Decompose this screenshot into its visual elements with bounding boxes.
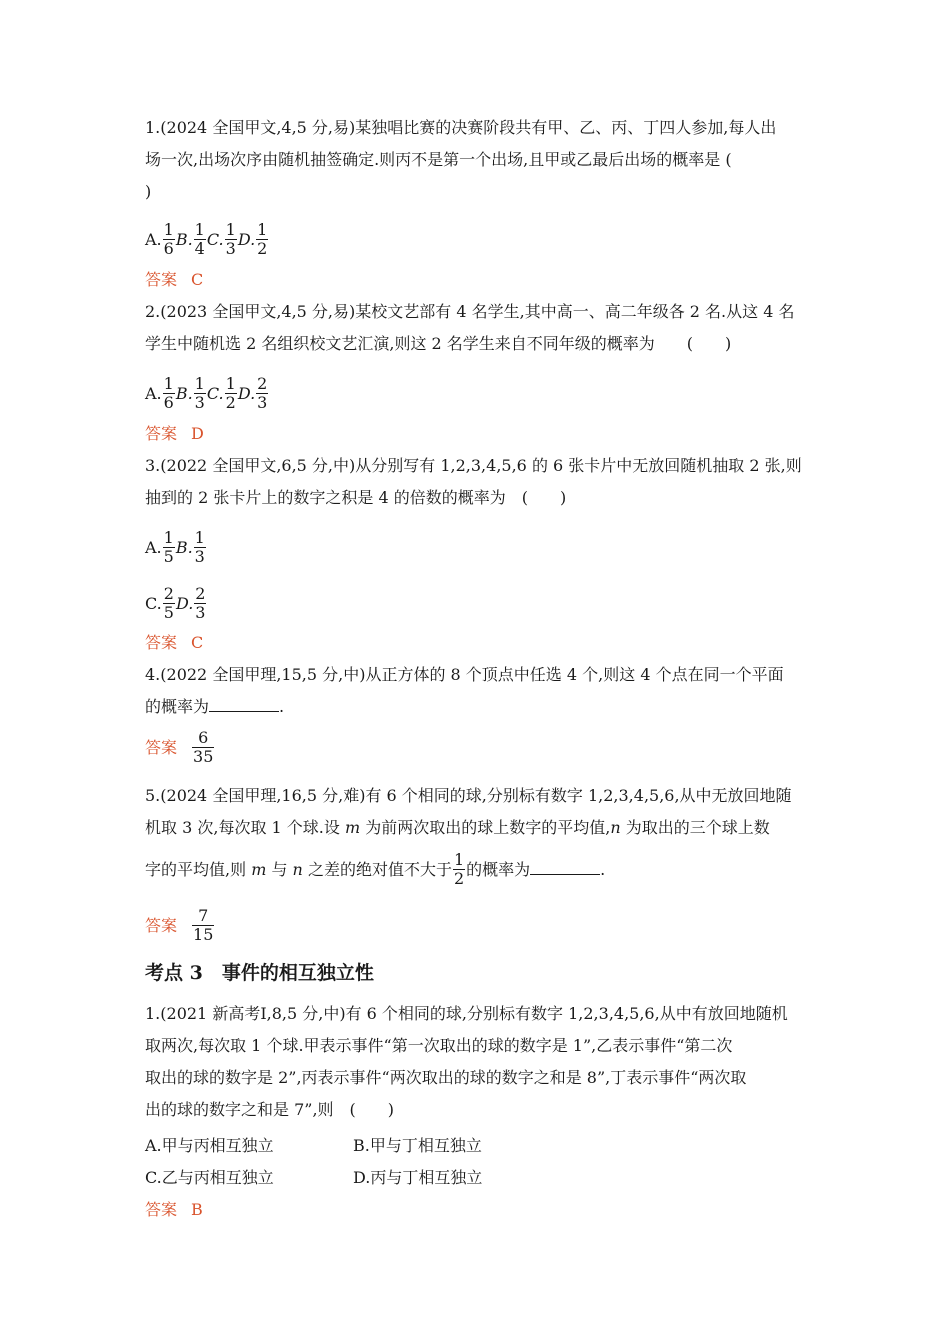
answer-label: 答案 <box>145 633 178 652</box>
q5-line2-c: 为取出的三个球上数 <box>620 818 770 837</box>
q1-opt-b-label: B. <box>175 230 193 249</box>
q1-opt-c-frac <box>225 221 237 258</box>
q3-opt-b-label: B. <box>175 538 193 557</box>
q1-opt-a-frac <box>163 221 175 258</box>
q5-line3-c: 之差的绝对值不大于 <box>302 860 452 879</box>
section-title: 考点 3 事件的相互独立性 <box>145 962 374 984</box>
s1-line3: 取出的球的数字是 2”,丙表示事件“两次取出的球的数字之和是 8”,丁表示事件“两次取 <box>145 1068 747 1087</box>
q5-var-n: n <box>610 818 621 837</box>
q3-options-row2 <box>145 586 207 623</box>
frac-den: 5 <box>163 603 174 622</box>
q2-line2: 学生中随机选 2 名组织校文艺汇演,则这 2 名学生来自不同年级的概率为 ( ) <box>145 334 732 353</box>
frac-den: 3 <box>257 393 268 412</box>
q2-opt-d-label: D. <box>237 384 256 403</box>
frac-num: 1 <box>225 374 236 393</box>
q1-opt-c-label: C. <box>206 230 224 249</box>
frac-num: 2 <box>195 584 206 603</box>
q2-opt-a-label: A. <box>145 384 162 403</box>
q5-var-m: m <box>344 818 361 837</box>
q4-line2 <box>145 697 284 717</box>
frac-num: 1 <box>163 374 174 393</box>
s1-opt-c: C.乙与丙相互独立 <box>145 1168 274 1187</box>
frac-den: 15 <box>193 925 214 944</box>
frac-num: 2 <box>163 584 174 603</box>
q2-line1: 2.(2023 全国甲文,4,5 分,易)某校文艺部有 4 名学生,其中高一、高二年级各 2 名.从这 4 名 <box>145 302 795 321</box>
q1-options <box>145 222 269 259</box>
frac-den: 6 <box>163 239 174 258</box>
q4-line2-end: . <box>279 697 285 716</box>
q1-answer <box>145 270 203 290</box>
answer-value: C <box>191 270 204 289</box>
frac-num: 7 <box>192 907 214 926</box>
q1-opt-b-frac <box>194 221 206 258</box>
frac-num: 1 <box>163 528 174 547</box>
q2-opt-d-frac <box>256 375 268 412</box>
q5-var-m: m <box>251 860 267 879</box>
s1-line4: 出的球的数字之和是 7”,则 ( ) <box>145 1100 395 1119</box>
frac-den: 2 <box>257 239 268 258</box>
s1-line2: 取两次,每次取 1 个球.甲表示事件“第一次取出的球的数字是 1”,乙表示事件“第二次 <box>145 1036 733 1055</box>
q1-line2: 场一次,出场次序由随机抽签确定.则丙不是第一个出场,且甲或乙最后出场的概率是 ( <box>145 150 732 169</box>
q5-line3-b: 与 <box>266 860 293 879</box>
q3-options-row1 <box>145 530 207 567</box>
q4-answer-frac <box>192 729 214 766</box>
answer-value: C <box>191 633 204 652</box>
frac-den: 2 <box>225 393 236 412</box>
q1-opt-a-label: A. <box>145 230 162 249</box>
q5-half-frac <box>453 851 465 888</box>
q3-opt-d-label: D. <box>175 594 194 613</box>
q5-line3 <box>145 852 605 889</box>
frac-num: 1 <box>194 374 205 393</box>
s1-opt-b: B.甲与丁相互独立 <box>353 1136 482 1155</box>
q5-line2-a: 机取 3 次,每次取 1 个球.设 <box>145 818 345 837</box>
answer-value: B <box>191 1200 203 1219</box>
q5-answer-blank <box>530 860 600 875</box>
frac-den: 4 <box>194 239 205 258</box>
q2-options <box>145 376 269 413</box>
frac-num: 1 <box>257 220 268 239</box>
q5-answer-frac <box>192 907 214 944</box>
q5-line3-d: 的概率为 <box>466 860 531 879</box>
q5-var-n: n <box>292 860 303 879</box>
frac-den: 35 <box>193 747 214 766</box>
q1-line3: ) <box>145 182 152 201</box>
frac-num: 2 <box>257 374 268 393</box>
answer-label: 答案 <box>145 916 178 935</box>
q4-line1: 4.(2022 全国甲理,15,5 分,中)从正方体的 8 个顶点中任选 4 个,则这 4 个点在同一个平面 <box>145 665 784 684</box>
q5-answer <box>145 908 215 945</box>
s1-opt-a: A.甲与丙相互独立 <box>145 1136 274 1155</box>
q2-answer <box>145 424 204 444</box>
frac-num: 1 <box>225 220 236 239</box>
answer-label: 答案 <box>145 270 178 289</box>
q4-answer <box>145 730 215 767</box>
s1-line1: 1.(2021 新高考Ⅰ,8,5 分,中)有 6 个相同的球,分别标有数字 1,2,3,4,5,6,从中有放回地随机 <box>145 1004 788 1023</box>
frac-num: 1 <box>194 220 205 239</box>
q5-line3-a: 字的平均值,则 <box>145 860 252 879</box>
q1-line1: 1.(2024 全国甲文,4,5 分,易)某独唱比赛的决赛阶段共有甲、乙、丙、丁四人参加,每人出 <box>145 118 777 137</box>
q4-line2-text: 的概率为 <box>145 697 210 716</box>
q3-opt-a-label: A. <box>145 538 162 557</box>
frac-den: 6 <box>163 393 174 412</box>
q3-opt-a-frac <box>163 529 175 566</box>
answer-label: 答案 <box>145 1200 178 1219</box>
answer-value: D <box>191 424 204 443</box>
q3-opt-d-frac <box>194 585 206 622</box>
s1-answer <box>145 1200 203 1220</box>
frac-den: 3 <box>194 547 205 566</box>
q3-opt-c-frac <box>163 585 175 622</box>
frac-num: 1 <box>194 528 205 547</box>
answer-label: 答案 <box>145 424 178 443</box>
q3-answer <box>145 633 203 653</box>
s1-opt-d: D.丙与丁相互独立 <box>353 1168 483 1187</box>
q5-line3-end: . <box>600 860 606 879</box>
q5-line1: 5.(2024 全国甲理,16,5 分,难)有 6 个相同的球,分别标有数字 1,2,3,4,5,6,从中无放回地随 <box>145 786 792 805</box>
q2-opt-b-frac <box>194 375 206 412</box>
frac-den: 5 <box>163 547 174 566</box>
q2-opt-a-frac <box>163 375 175 412</box>
answer-label: 答案 <box>145 738 178 757</box>
q3-opt-c-label: C. <box>145 594 162 613</box>
q3-line2: 抽到的 2 张卡片上的数字之积是 4 的倍数的概率为 ( ) <box>145 488 567 507</box>
q2-opt-c-frac <box>225 375 237 412</box>
frac-num: 1 <box>453 850 465 869</box>
q1-opt-d-frac <box>256 221 268 258</box>
q2-opt-b-label: B. <box>175 384 193 403</box>
q5-line2-b: 为前两次取出的球上数字的平均值, <box>360 818 611 837</box>
q3-opt-b-frac <box>194 529 206 566</box>
frac-den: 3 <box>195 603 206 622</box>
q5-line2 <box>145 818 770 838</box>
frac-num: 6 <box>192 729 214 748</box>
q1-opt-d-label: D. <box>237 230 256 249</box>
q4-answer-blank <box>209 697 279 712</box>
frac-den: 3 <box>194 393 205 412</box>
frac-den: 3 <box>225 239 236 258</box>
q3-line1: 3.(2022 全国甲文,6,5 分,中)从分别写有 1,2,3,4,5,6 的 6 张卡片中无放回随机抽取 2 张,则 <box>145 456 802 475</box>
frac-den: 2 <box>453 869 465 888</box>
q2-opt-c-label: C. <box>206 384 224 403</box>
frac-num: 1 <box>163 220 174 239</box>
